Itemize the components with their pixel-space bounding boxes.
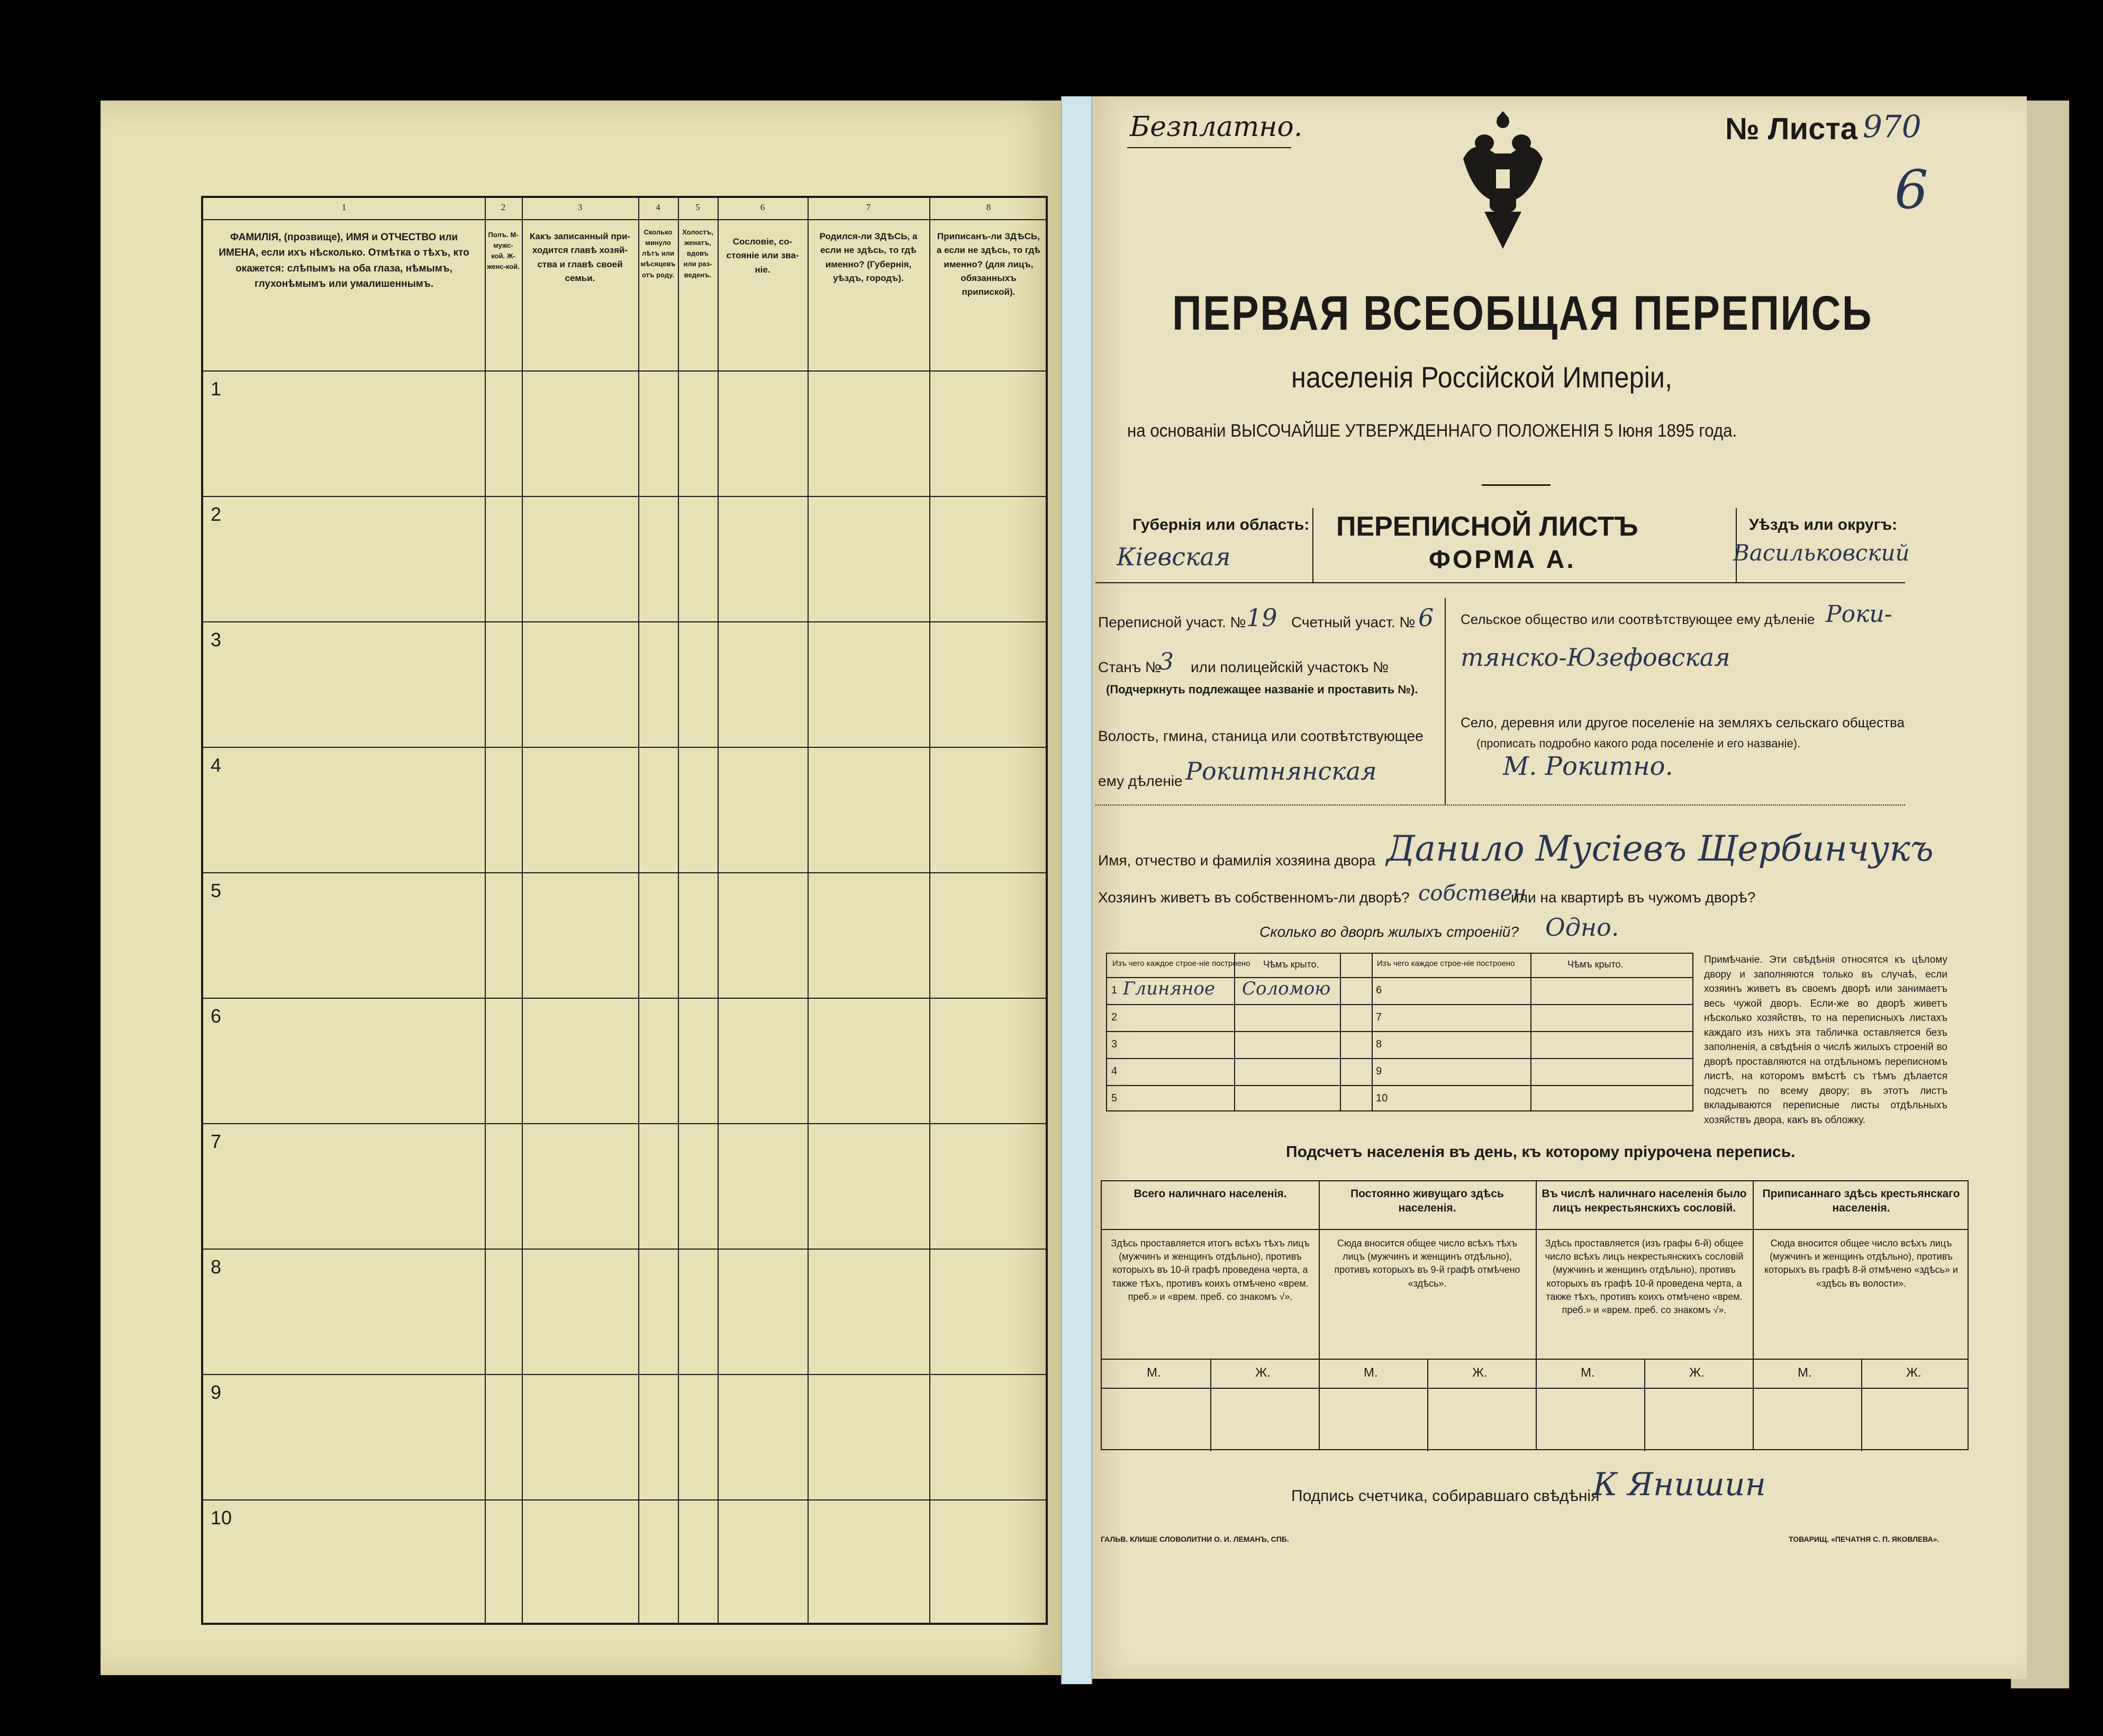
buildings-row-number: 2 bbox=[1111, 1011, 1118, 1023]
table-row bbox=[203, 1249, 1046, 1250]
buildings-col4-header: Чѣмъ крыто. bbox=[1567, 959, 1624, 970]
buildings-col2-header: Чѣмъ крыто. bbox=[1263, 959, 1319, 970]
volost-label: Волость, гмина, станица или соотвѣтствующее bbox=[1098, 728, 1424, 744]
society-value-1: Роки- bbox=[1826, 601, 1892, 628]
female-label: Ж. bbox=[1689, 1366, 1705, 1380]
column-4 bbox=[638, 198, 679, 1623]
col-header-5: Холостъ, женатъ, вдовъ или раз-веденъ. bbox=[682, 228, 713, 279]
row-number: 6 bbox=[211, 1005, 222, 1027]
col-header-2: Полъ. М-мужс-кой. Ж-женс-кой. bbox=[487, 231, 520, 271]
table-row bbox=[203, 370, 1046, 372]
village-value: М. Рокитно. bbox=[1503, 752, 1673, 781]
society-label: Сельское общество или соотвѣтствующее ему дѣленіе bbox=[1461, 611, 1815, 627]
note-text: Примѣчаніе. Эти свѣдѣнія относятся къ цѣлому двору и заполняются только въ случаѣ, если хозяинъ живетъ въ своемъ дворѣ или занимаетъ весь чужой дворъ. Если-же во дворѣ живетъ нѣсколько хозяйствъ, то на переписныхъ листахъ каждаго изъ нихъ эта табличка оставляется безъ заполненія, а свѣдѣнія о числѣ жилыхъ строеній во дворѣ проставляются на отдѣльномъ переписномъ листѣ, на которомъ вмѣстѣ съ тѣмъ дѣлается подсчетъ по всему двору; въ этотъ листъ вкладываются переписные листы отдѣльныхъ хозяйствъ двора, какъ въ обложку. bbox=[1704, 954, 1947, 1126]
female-label: Ж. bbox=[1906, 1366, 1921, 1380]
tally-column-header: Въ числѣ наличнаго населенія было лицъ некрестьянскихъ сословій. bbox=[1542, 1188, 1747, 1215]
buildings-row-number: 1 bbox=[1111, 984, 1118, 996]
row-number: 1 bbox=[211, 378, 222, 400]
col-num-3: 3 bbox=[577, 202, 583, 212]
residence-label-2: или на квартирѣ въ чужомъ дворѣ? bbox=[1511, 889, 1756, 906]
volost-label-2: ему дѣленіе bbox=[1098, 773, 1183, 789]
male-label: М. bbox=[1798, 1366, 1812, 1380]
buildings-col-divider-1 bbox=[1234, 954, 1235, 1110]
book-spine bbox=[1061, 96, 1092, 1684]
owner-value: Данило Мусіевъ Щербинчукъ bbox=[1386, 828, 1934, 869]
table-row bbox=[203, 872, 1046, 873]
tally-table bbox=[1101, 1180, 1969, 1450]
col-header-6: Сословіе, со-стояніе или зва-ніе. bbox=[726, 237, 799, 275]
male-label: М. bbox=[1364, 1366, 1378, 1380]
row-number: 7 bbox=[211, 1131, 222, 1152]
column-6 bbox=[718, 198, 809, 1623]
buildings-row-number: 5 bbox=[1111, 1092, 1118, 1104]
female-label: Ж. bbox=[1472, 1366, 1488, 1380]
col-num-2: 2 bbox=[501, 202, 506, 212]
address-divider bbox=[1445, 598, 1446, 804]
row-number: 10 bbox=[211, 1507, 232, 1529]
tally-mf-divider bbox=[1210, 1359, 1211, 1451]
buildings-row-number: 9 bbox=[1376, 1065, 1382, 1077]
buildings-row-number: 3 bbox=[1111, 1038, 1118, 1050]
building-material: Глиняное bbox=[1123, 978, 1215, 999]
col-header-8: Приписанъ-ли ЗДѢСЬ, а если не здѣсь, то гдѣ именно? (для лицъ, обязанныхъ припиской). bbox=[936, 231, 1041, 297]
col-header-7: Родился-ли ЗДѢСЬ, а если не здѣсь, то гдѣ именно? (Губернія, уѣздъ, городъ). bbox=[819, 231, 918, 284]
stan-label: Станъ № bbox=[1098, 659, 1162, 675]
tally-desc-divider bbox=[1102, 1359, 1968, 1360]
row-number: 3 bbox=[211, 629, 222, 650]
buildings-value: Одно. bbox=[1545, 913, 1619, 942]
tally-mf-divider bbox=[1861, 1359, 1862, 1451]
col-num-4: 4 bbox=[656, 202, 660, 212]
document-basis: на основаніи ВЫСОЧАЙШЕ УТВЕРЖДЕННАГО ПОЛОЖЕНІЯ 5 Іюня 1895 года. bbox=[1127, 421, 1737, 441]
col-num-7: 7 bbox=[866, 202, 871, 212]
buildings-col-divider-2 bbox=[1340, 954, 1341, 1110]
stan-note: (Подчеркнуть подлежащее названіе и проставить №). bbox=[1106, 683, 1418, 696]
female-label: Ж. bbox=[1255, 1366, 1271, 1380]
document-title: ПЕРВАЯ ВСЕОБЩАЯ ПЕРЕПИСЬ bbox=[1172, 286, 1873, 340]
village-note: (прописать подробно какого рода поселеніе и его названіе). bbox=[1476, 737, 1801, 750]
society-value-2: тянско-Юзефовская bbox=[1461, 643, 1730, 672]
double-headed-eagle-icon bbox=[1453, 106, 1553, 259]
volost-value: Рокитнянская bbox=[1185, 757, 1377, 785]
col-num-1: 1 bbox=[341, 202, 347, 212]
tally-column-header: Приписаннаго здѣсь крестьянскаго населенія. bbox=[1762, 1188, 1960, 1215]
tally-head-divider bbox=[1102, 1229, 1968, 1230]
col-num-6: 6 bbox=[760, 202, 765, 212]
col-header-3: Какъ записанный при-ходится главѣ хозяй-ства и главѣ своей семьи. bbox=[529, 231, 631, 284]
ornament-divider bbox=[1482, 484, 1551, 486]
free-label: Безплатно. bbox=[1130, 111, 1303, 143]
tally-mf-divider bbox=[1427, 1359, 1428, 1451]
tally-title: Подсчетъ населенія въ день, къ которому пріурочена перепись. bbox=[1286, 1143, 1796, 1161]
count-section-value: 6 bbox=[1418, 603, 1434, 632]
buildings-col-divider-4 bbox=[1530, 954, 1531, 1110]
tally-column-header: Всего наличнаго населенія. bbox=[1134, 1188, 1287, 1200]
column-3 bbox=[522, 198, 639, 1623]
column-7 bbox=[808, 198, 930, 1623]
col-num-8: 8 bbox=[986, 202, 991, 212]
col-header-1: ФАМИЛІЯ, (прозвище), ИМЯ и ОТЧЕСТВО или ИМЕНА, если ихъ нѣсколько. Отмѣтка о тѣхъ, кто окажется: слѣпымъ на оба глаза, нѣмымъ, глухонѣмымъ или умалишеннымъ. bbox=[219, 232, 469, 290]
printer-left: ГАЛЬВ. КЛИШЕ СЛОВОЛИТНИ О. И. ЛЕМАНЪ, СПБ. bbox=[1101, 1535, 1289, 1543]
residence-label: Хозяинъ живетъ въ собственномъ-ли дворѣ? bbox=[1098, 889, 1410, 906]
signature-value: К Янишин bbox=[1593, 1466, 1766, 1503]
village-label: Село, деревня или другое поселеніе на земляхъ сельскаго общества bbox=[1461, 715, 1905, 730]
buildings-row-number: 7 bbox=[1376, 1011, 1382, 1023]
row-number: 4 bbox=[211, 754, 222, 776]
sheet-number-label: № Листа bbox=[1725, 112, 1858, 146]
buildings-col-divider-3 bbox=[1372, 954, 1373, 1110]
tally-column-description: Сюда вносится общее число всѣхъ тѣхъ лицъ (мужчинъ и женщинъ отдѣльно), противъ которыхъ въ 9-й графѣ отмѣчено «здѣсь». bbox=[1334, 1238, 1520, 1289]
tally-divider-1 bbox=[1319, 1181, 1320, 1449]
col-header-4: Сколько минуло лѣтъ или мѣсяцевъ отъ роду. bbox=[640, 228, 676, 279]
household-members-table bbox=[201, 196, 1048, 1625]
guberniya-label: Губернія или область: bbox=[1132, 516, 1310, 534]
row-number: 2 bbox=[211, 503, 222, 525]
male-label: М. bbox=[1147, 1366, 1161, 1380]
table-row bbox=[203, 1123, 1046, 1124]
tally-column-description: Здѣсь проставляется итогъ всѣхъ тѣхъ лицъ (мужчинъ и женщинъ отдѣльно), противъ которыхъ въ 10-й графѣ проведена черта, а также тѣхъ, противъ коихъ отмѣчено «врем. преб.» и «врем. преб. со знакомъ √». bbox=[1111, 1238, 1310, 1302]
free-underline bbox=[1127, 147, 1291, 148]
count-section-label: Счетный участ. № bbox=[1291, 614, 1416, 630]
buildings-row-number: 10 bbox=[1376, 1092, 1388, 1104]
owner-label: Имя, отчество и фамилія хозяина двора bbox=[1098, 852, 1376, 869]
buildings-row-number: 8 bbox=[1376, 1038, 1382, 1050]
col-num-5: 5 bbox=[695, 202, 700, 212]
tally-column-description: Сюда вносится общее число всѣхъ лицъ (мужчинъ и женщинъ отдѣльно), противъ которыхъ въ графѣ 8-й отмѣчено «здѣсь» и «здѣсь въ волости». bbox=[1764, 1238, 1959, 1289]
tally-divider-3 bbox=[1753, 1181, 1754, 1449]
stan-value: 3 bbox=[1159, 648, 1174, 675]
column-1 bbox=[203, 198, 486, 1623]
stan-label-2: или полицейскій участокъ № bbox=[1191, 659, 1389, 675]
buildings-row-divider bbox=[1107, 1031, 1692, 1032]
uezd-value: Васильковский bbox=[1733, 540, 1910, 566]
buildings-col1-header: Изъ чего каждое строе-ніе построено bbox=[1112, 959, 1250, 968]
column-5 bbox=[678, 198, 719, 1623]
form-box-left bbox=[1312, 508, 1313, 582]
buildings-row-divider bbox=[1107, 1004, 1692, 1005]
residence-value: собствен bbox=[1418, 881, 1527, 906]
male-label: М. bbox=[1581, 1366, 1595, 1380]
table-row bbox=[203, 1499, 1046, 1500]
sheet-number-value: 970 bbox=[1863, 108, 1921, 144]
buildings-row-number: 6 bbox=[1376, 984, 1382, 996]
table-row bbox=[203, 496, 1046, 497]
tally-column-description: Здѣсь проставляется (изъ графы 6-й) общее число всѣхъ лицъ некрестьянскихъ сословій (мужчинъ и женщинъ отдѣльно), противъ которыхъ въ графѣ 10-й проведена черта, а также тѣхъ, противъ коихъ отмѣчено «врем. преб.» и «врем. преб. со знакомъ √». bbox=[1545, 1238, 1744, 1315]
sheet-note: 6 bbox=[1894, 159, 1928, 221]
column-2 bbox=[485, 198, 523, 1623]
uezd-label: Уѣздъ или округъ: bbox=[1749, 516, 1898, 534]
row-number: 9 bbox=[211, 1381, 222, 1403]
tally-column-header: Постоянно живущаго здѣсь населенія. bbox=[1350, 1188, 1504, 1215]
section-divider-1 bbox=[1095, 582, 1905, 583]
table-row bbox=[203, 1374, 1046, 1375]
tally-mf-divider bbox=[1644, 1359, 1645, 1451]
buildings-row-divider bbox=[1107, 1085, 1692, 1086]
row-number: 5 bbox=[211, 880, 222, 901]
buildings-table bbox=[1106, 953, 1693, 1111]
census-section-label: Переписной участ. № bbox=[1098, 614, 1246, 630]
document-subtitle: населенія Россійской Имперіи, bbox=[1291, 360, 1672, 394]
form-name: ФОРМА А. bbox=[1429, 546, 1576, 574]
printer-right: ТОВАРИЩ. «ПЕЧАТНЯ С. П. ЯКОВЛЕВА». bbox=[1789, 1535, 1939, 1543]
row-number: 8 bbox=[211, 1256, 222, 1278]
section-divider-2 bbox=[1095, 804, 1905, 806]
tally-divider-2 bbox=[1536, 1181, 1537, 1449]
buildings-label: Сколько во дворѣ жилыхъ строеній? bbox=[1259, 924, 1519, 940]
buildings-row-number: 4 bbox=[1111, 1065, 1118, 1077]
buildings-row-divider bbox=[1107, 1058, 1692, 1059]
guberniya-value: Кіевская bbox=[1117, 542, 1231, 571]
table-row bbox=[203, 621, 1046, 622]
building-roof: Соломою bbox=[1242, 978, 1331, 999]
table-row bbox=[203, 998, 1046, 999]
form-title: ПЕРЕПИСНОЙ ЛИСТЪ bbox=[1336, 511, 1638, 542]
table-row bbox=[203, 747, 1046, 748]
tally-mf-divider bbox=[1102, 1388, 1968, 1389]
signature-label: Подпись счетчика, собиравшаго свѣдѣнія bbox=[1291, 1487, 1600, 1505]
census-section-value: 19 bbox=[1246, 603, 1277, 632]
buildings-col3-header: Изъ чего каждое строе-ніе построено bbox=[1377, 959, 1515, 968]
